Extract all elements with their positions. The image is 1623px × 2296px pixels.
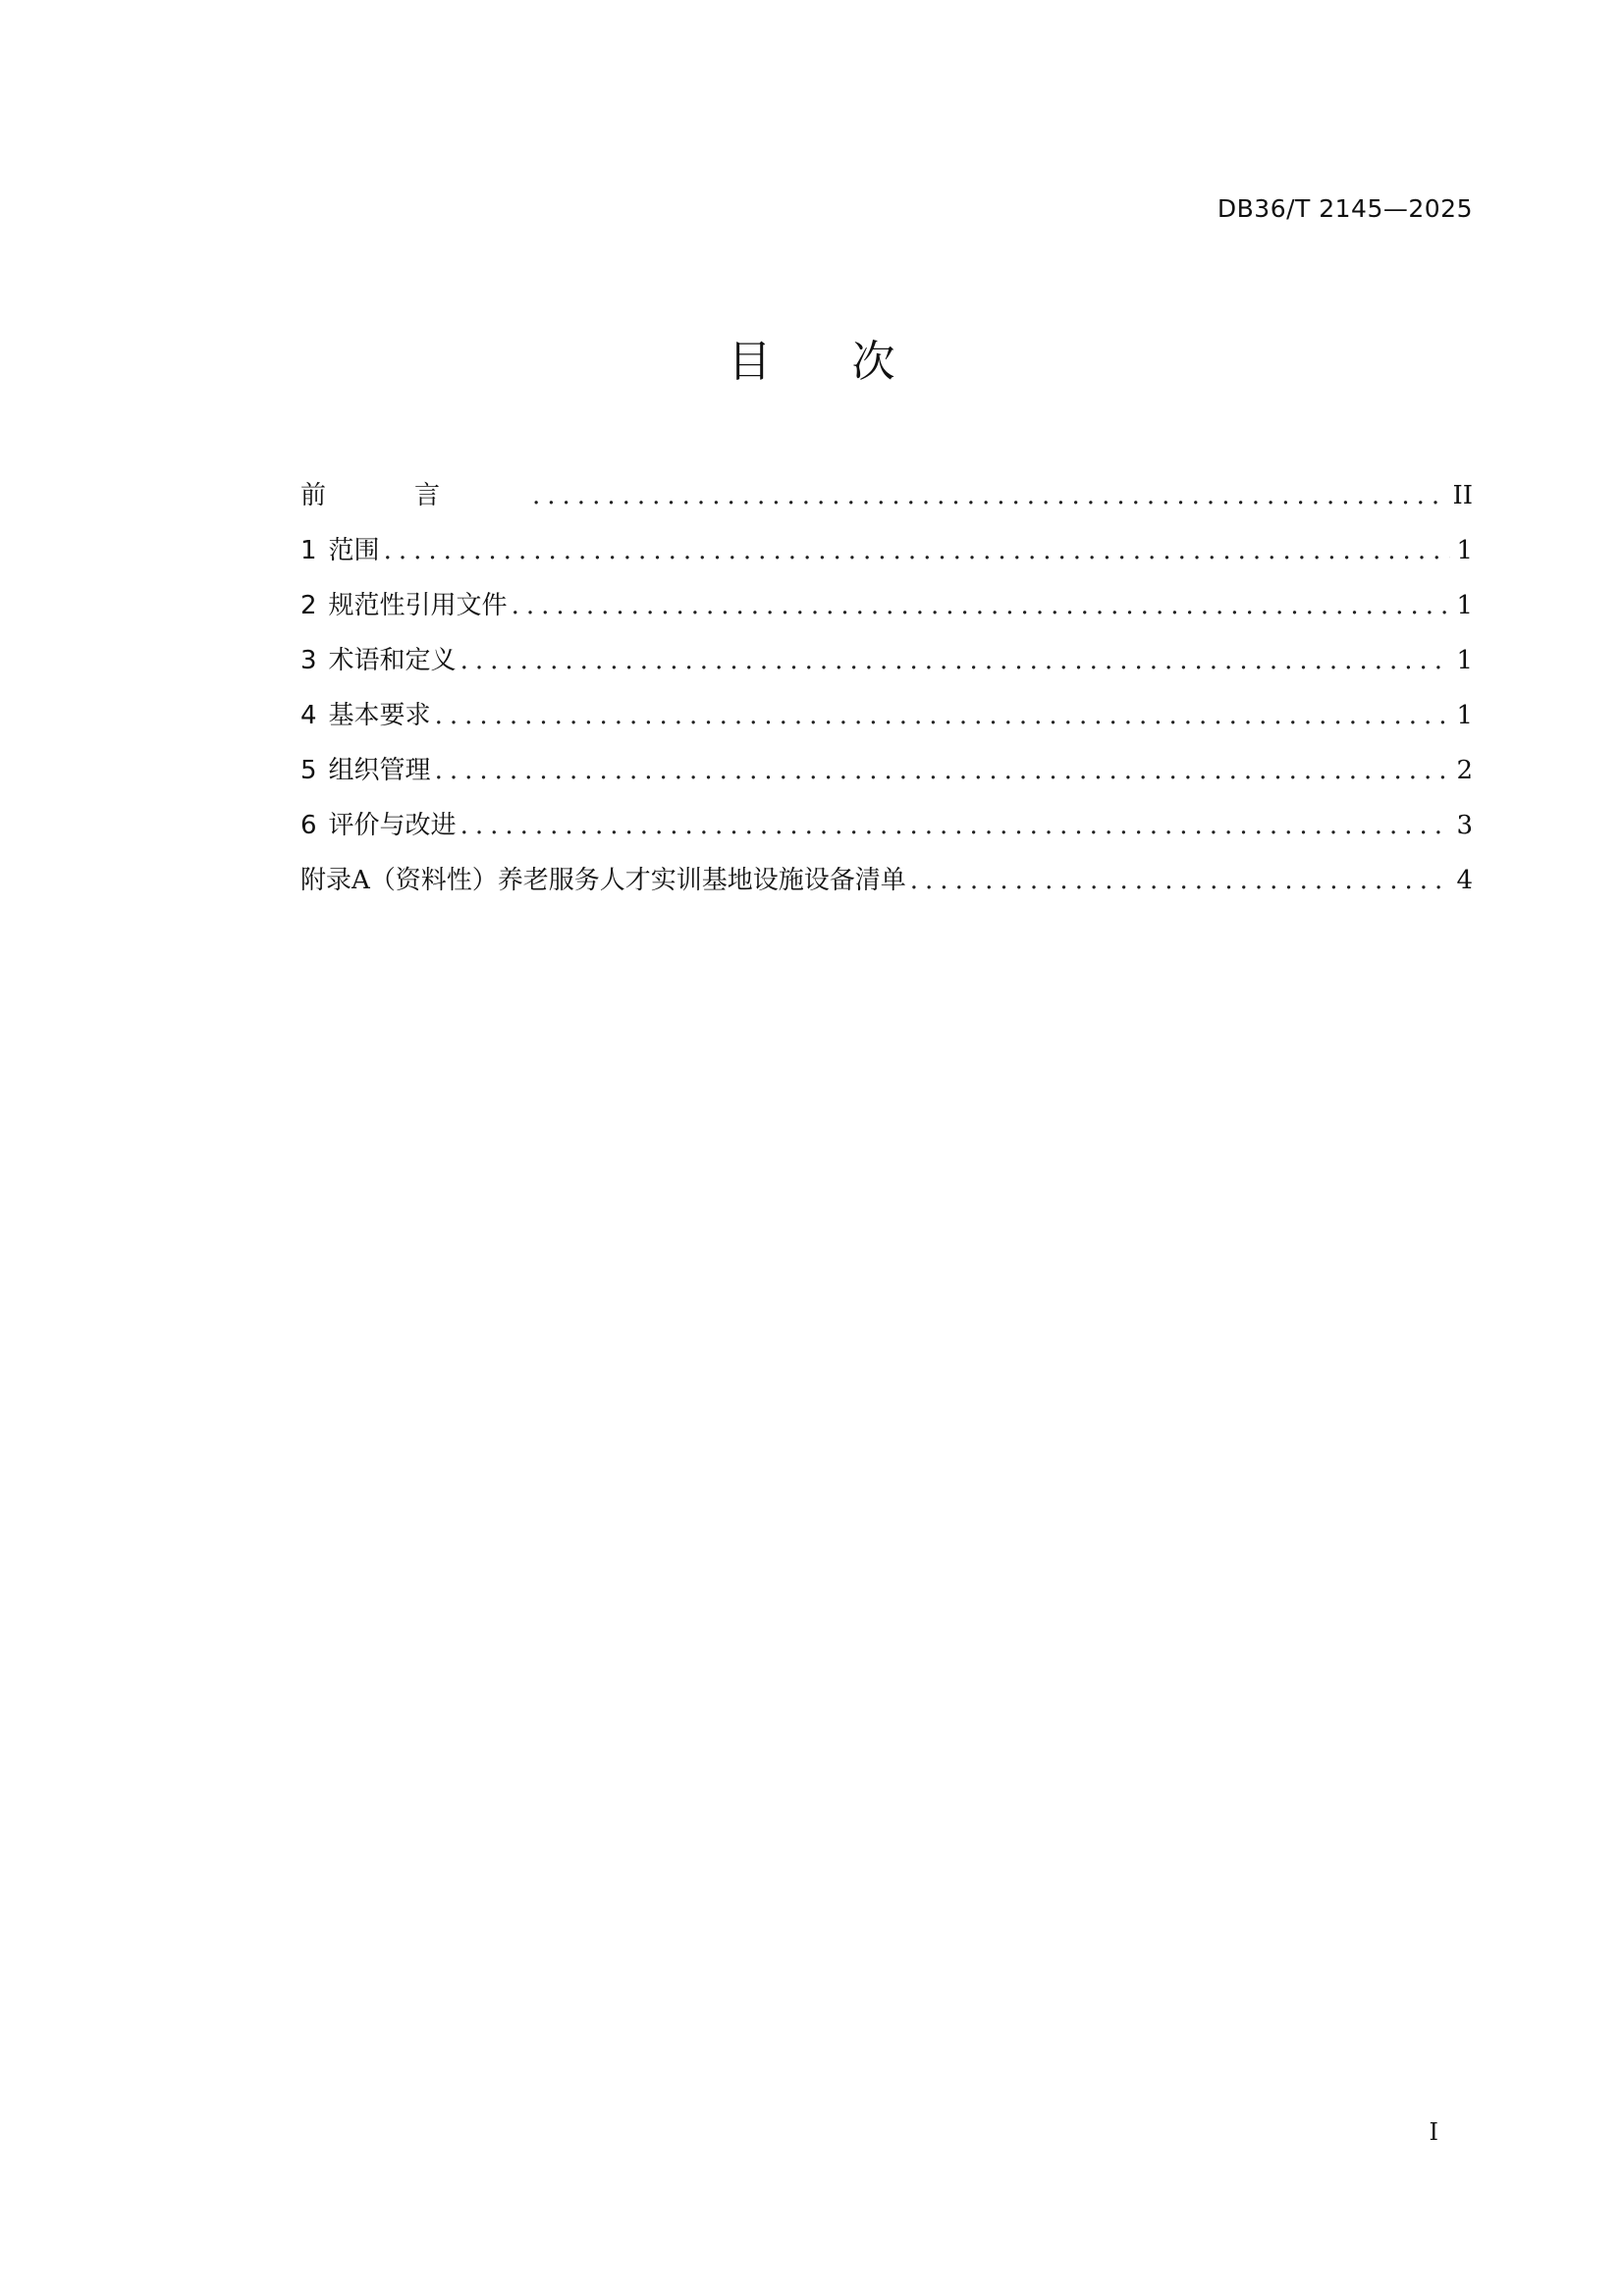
toc-entry-label bbox=[300, 530, 384, 566]
toc-entry-number: 5 bbox=[300, 756, 317, 785]
toc-entry-title: 规范性引用文件 bbox=[328, 591, 508, 620]
toc-entry-page: 1 bbox=[1456, 591, 1473, 620]
toc-entry-foreword[interactable] bbox=[300, 475, 1473, 530]
toc-entry-evaluation-improvement[interactable] bbox=[300, 805, 1473, 860]
toc-leader-dots bbox=[532, 481, 1446, 510]
toc-entry-title: 评价与改进 bbox=[328, 811, 457, 840]
toc-entry-page: 1 bbox=[1456, 646, 1473, 675]
toc-entry-scope[interactable] bbox=[300, 530, 1473, 585]
toc-entry-page: 2 bbox=[1456, 756, 1473, 785]
toc-entry-label: 前言 bbox=[300, 481, 529, 510]
toc-leader-dots bbox=[460, 646, 1451, 675]
toc-list bbox=[300, 475, 1473, 915]
toc-entry-page: II bbox=[1452, 481, 1473, 510]
toc-entry-organization-management[interactable] bbox=[300, 750, 1473, 805]
toc-leader-dots bbox=[435, 756, 1451, 785]
document-code: DB36/T 2145—2025 bbox=[1217, 194, 1473, 223]
toc-entry-number: 2 bbox=[300, 591, 317, 620]
toc-entry-label bbox=[300, 805, 460, 841]
toc-entry-normative-references[interactable] bbox=[300, 585, 1473, 640]
toc-entry-number: 3 bbox=[300, 646, 317, 675]
toc-entry-title: 基本要求 bbox=[328, 701, 431, 730]
toc-entry-label bbox=[300, 585, 512, 621]
toc-entry-label: 附录A（资料性）养老服务人才实训基地设施设备清单 bbox=[300, 866, 906, 895]
toc-entry-label bbox=[300, 695, 435, 731]
toc-leader-dots bbox=[384, 536, 1451, 565]
toc-entry-label bbox=[300, 750, 435, 786]
toc-entry-number: 6 bbox=[300, 811, 317, 840]
toc-entry-number: 1 bbox=[300, 536, 317, 565]
toc-leader-dots bbox=[910, 866, 1451, 895]
toc-entry-title: 组织管理 bbox=[328, 756, 431, 785]
page-number: I bbox=[1429, 2118, 1438, 2146]
toc-entry-page: 3 bbox=[1456, 811, 1473, 840]
toc-entry-basic-requirements[interactable] bbox=[300, 695, 1473, 750]
toc-entry-title: 术语和定义 bbox=[328, 646, 457, 675]
toc-entry-page: 1 bbox=[1456, 701, 1473, 730]
toc-entry-page: 1 bbox=[1456, 536, 1473, 565]
toc-leader-dots bbox=[512, 591, 1451, 620]
toc-entry-page: 4 bbox=[1456, 866, 1473, 895]
toc-entry-terms-definitions[interactable] bbox=[300, 640, 1473, 695]
toc-entry-label bbox=[300, 640, 460, 676]
toc-entry-title: 范围 bbox=[328, 536, 380, 565]
toc-leader-dots bbox=[435, 701, 1451, 730]
toc-entry-number: 4 bbox=[300, 701, 317, 730]
toc-leader-dots bbox=[460, 811, 1451, 840]
toc-entry-appendix-a[interactable] bbox=[300, 860, 1473, 915]
toc-title: 目次 bbox=[728, 337, 976, 387]
